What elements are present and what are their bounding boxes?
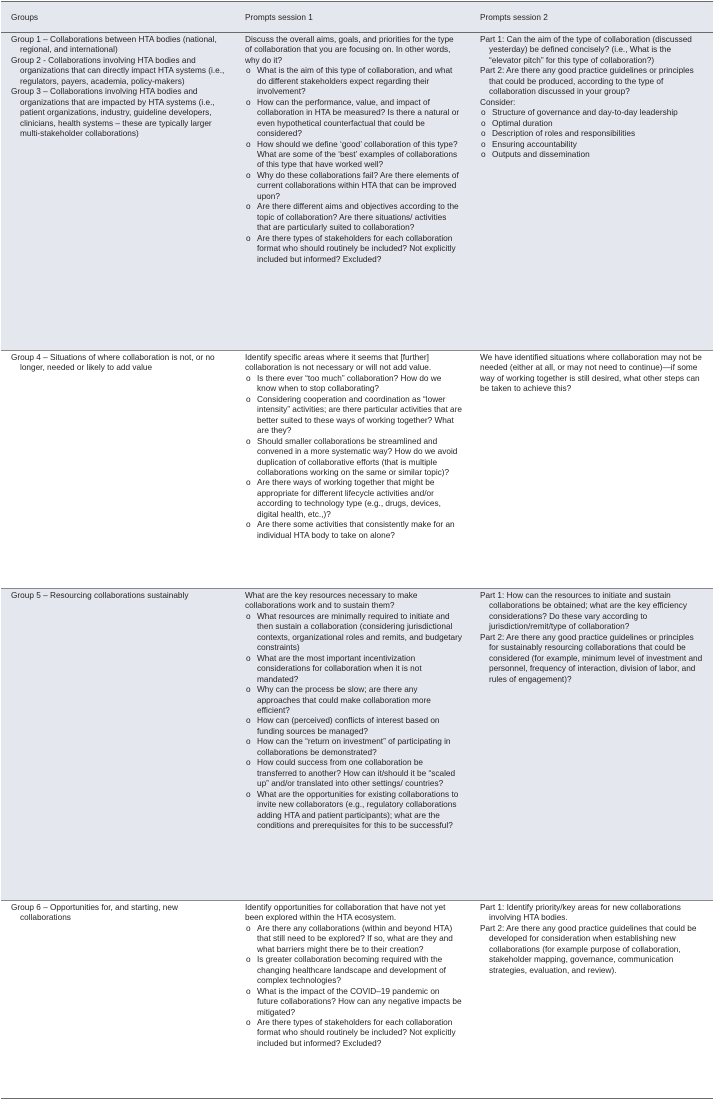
session-1-intro: Identify specific areas where it seems that [further] collaboration is not necessary or will not add value. — [245, 353, 432, 373]
session-2-paragraph: Part 1: How can the resources to initiate and sustain collaborations be obtained; what are the key efficiency considerations? Do these vary according to jurisdiction/remit/type of collaboration? — [480, 591, 687, 632]
list-item — [245, 612, 462, 654]
groups-cell — [1, 33, 235, 351]
bullet-icon: o — [246, 373, 251, 383]
list-item-text: Are there any collaborations (within and beyond HTA) that still need to be explored? If so, what are they and what barriers might there be to their creation? — [257, 923, 453, 954]
bullet-icon: o — [246, 685, 251, 695]
bullet-icon: o — [246, 436, 251, 446]
groups-cell — [1, 589, 235, 901]
group-label: Group 6 – Opportunities for, and starting, new collaborations — [11, 903, 178, 923]
bullet-icon: o — [481, 108, 486, 118]
bullet-icon: o — [246, 955, 251, 965]
list-item — [480, 119, 705, 129]
list-item — [245, 685, 462, 716]
list-item — [245, 171, 462, 202]
group-label: Group 2 - Collaborations involving HTA bodies and organizations that can directly impact HTA systems (i.e., regulators, payers, academia, policy-makers) — [11, 55, 225, 86]
list-item-text: Are there types of stakeholders for each collaboration format who should routinely be included? Not explicitly included but informed? Excluded? — [257, 1017, 456, 1048]
list-item — [245, 374, 462, 395]
list-item-text: How could success from one collaboration be transferred to another? How can it/should it be “scaled up” and/or translated into other settings/ countries? — [257, 758, 456, 789]
list-item-text: What is the impact of the COVID–19 pandemic on future collaborations? How can any negative impacts be mitigated? — [257, 986, 462, 1017]
list-item-text: What are the opportunities for existing collaborations to invite new collaborators (e.g., regulatory collaborations adding HTA and patient participants); what are the conditions and prerequisites for this to be successful? — [257, 789, 459, 830]
session-1-bullet-list — [245, 924, 462, 1049]
list-item — [245, 98, 462, 140]
list-item — [245, 737, 462, 758]
list-item-text: How should we define ‘good’ collaboration of this type? What are some of the ‘best’ examples of collaborations of this type that have worked well? — [257, 139, 458, 170]
bullet-icon: o — [246, 394, 251, 404]
list-item-text: Are there ways of working together that might be appropriate for different lifecycle activities and/or according to technology type (e.g., drugs, devices, digital health, etc.,)? — [257, 478, 441, 519]
list-item — [245, 66, 462, 97]
session-2-paragraph: Part 1: Can the aim of the type of collaboration (discussed yesterday) be defined concisely? (i.e., What is the “elevator pitch” for this type of collaboration?) — [480, 35, 692, 65]
session-1-bullet-list — [245, 374, 462, 541]
header-prompts-session-2: Prompts session 2 — [470, 2, 713, 33]
list-item — [245, 202, 462, 233]
group-label: Group 5 – Resourcing collaborations sustainably — [11, 591, 189, 600]
list-item-text: Are there different aims and objectives according to the topic of collaboration? Are there situations/ activities that are particularly suited to collaboration? — [257, 202, 459, 233]
list-item-text: Are there types of stakeholders for each collaboration format who should routinely be included? Not explicitly included but informed? Excluded? — [257, 233, 456, 264]
session-2-cell — [470, 901, 713, 1099]
bullet-icon: o — [246, 737, 251, 747]
list-item-text: Is greater collaboration becoming required with the changing healthcare landscape and development of complex technologies? — [257, 955, 446, 986]
session-2-paragraph: Part 1: Identify priority/key areas for new collaborations involving HTA bodies. — [480, 903, 681, 923]
list-item-text: Structure of governance and day-to-day leadership — [492, 108, 678, 118]
list-item-text: What resources are minimally required to initiate and then sustain a collaboration (considering jurisdictional contexts, organizational roles and remits, and budgetary constraints) — [257, 611, 462, 653]
session-1-cell — [235, 589, 470, 901]
bullet-icon: o — [246, 139, 251, 149]
table-row — [1, 33, 713, 351]
prompts-table — [1, 1, 713, 1099]
list-item-text: Are there some activities that consistently make for an individual HTA body to take on alone? — [257, 520, 455, 540]
list-item — [245, 234, 462, 265]
list-item — [480, 140, 705, 150]
table-row — [1, 901, 713, 1099]
session-2-paragraph: Part 2: Are there any good practice guidelines or principles for sustainably resourcing collaborations that could be considered (for example, minimum level of investment and personnel, frequency of interaction, division of labor, and rules of engagement)? — [480, 632, 703, 684]
bullet-icon: o — [246, 233, 251, 243]
list-item-text: Optimal duration — [492, 118, 553, 128]
bullet-icon: o — [246, 66, 251, 76]
list-item — [480, 129, 705, 139]
session-1-bullet-list — [245, 612, 462, 832]
session-2-paragraph: We have identified situations where collaboration may not be needed (either at all, or may not need to continue)—if some way of working together is still desired, what other steps can be taken to achieve this? — [480, 353, 702, 394]
list-item — [245, 758, 462, 789]
list-item-text: Why can the process be slow; are there any approaches that could make collaboration more efficient? — [257, 685, 431, 715]
session-1-cell — [235, 901, 470, 1099]
session-2-paragraph: Part 2: Are there any good practice guidelines that could be developed for consideration when establishing new collaborations (for example purpose of collaboration, stakeholder mapping, governance, communication strategies, evaluation, and review). — [480, 923, 697, 975]
session-2-paragraph: Consider: — [480, 97, 516, 107]
list-item — [480, 150, 705, 160]
session-2-paragraph: Part 2: Are there any good practice guidelines or principles that could be produced, according to the type of collaboration discussed in your group? — [480, 66, 694, 97]
group-label: Group 4 – Situations of where collaboration is not, or no longer, needed or likely to add value — [11, 353, 215, 373]
session-2-cell — [470, 33, 713, 351]
bullet-icon: o — [246, 611, 251, 621]
bullet-icon: o — [481, 129, 486, 139]
list-item-text: Why do these collaborations fail? Are there elements of current collaborations within HTA that can be improved upon? — [257, 170, 459, 201]
bullet-icon: o — [246, 478, 251, 488]
bullet-icon: o — [246, 170, 251, 180]
table-row — [1, 351, 713, 589]
list-item — [245, 987, 462, 1018]
session-2-bullet-list — [480, 108, 705, 160]
list-item — [245, 140, 462, 171]
session-1-cell — [235, 33, 470, 351]
list-item-text: How can the performance, value, and impact of collaboration in HTA be measured? Is there a natural or even hypothetical counterfactual that could be considered? — [257, 97, 460, 139]
groups-cell — [1, 351, 235, 589]
list-item-text: What is the aim of this type of collaboration, and what do different stakeholders expect regarding their involvement? — [257, 66, 453, 97]
list-item-text: How can the “return on investment” of participating in collaborations be demonstrated? — [257, 737, 451, 757]
bullet-icon: o — [246, 653, 251, 663]
list-item — [245, 955, 462, 986]
header-row — [1, 2, 713, 33]
list-item — [245, 437, 462, 479]
list-item — [480, 108, 705, 118]
list-item — [245, 520, 462, 541]
session-1-intro: Identify opportunities for collaboration that have not yet been explored within the HTA ecosystem. — [245, 903, 446, 923]
list-item-text: Should smaller collaborations be streamlined and convened in a more systematic way? How do we avoid duplication of collaborative efforts (that is multiple collaborations working on the same or similar topic)? — [257, 436, 458, 477]
group-label: Group 3 – Collaborations involving HTA bodies and organizations that are impacted by HTA systems (i.e., patient organizations, industry, guideline developers, clinicians, health systems – these are typically larger multi-stakeholder collaborations) — [11, 87, 215, 139]
group-label: Group 1 – Collaborations between HTA bodies (national, regional, and international) — [11, 35, 217, 55]
list-item — [245, 478, 462, 520]
list-item — [245, 716, 462, 737]
session-2-cell — [470, 351, 713, 589]
bullet-icon: o — [246, 758, 251, 768]
bullet-icon: o — [481, 149, 486, 159]
bullet-icon: o — [246, 789, 251, 799]
bullet-icon: o — [481, 139, 486, 149]
bullet-icon: o — [246, 986, 251, 996]
list-item — [245, 395, 462, 437]
table-row — [1, 589, 713, 901]
list-item-text: Considering cooperation and coordination as “lower intensity” activities; are there particular activities that are better suited to these ways of working together? What are they? — [257, 394, 462, 436]
list-item-text: How can (perceived) conflicts of interest based on funding sources be managed? — [257, 716, 440, 736]
session-1-intro: What are the key resources necessary to make collaborations work and to sustain them? — [245, 591, 418, 611]
session-1-intro: Discuss the overall aims, goals, and priorities for the type of collaboration that you are focusing on. In other words, why do it? — [245, 35, 454, 65]
bullet-icon: o — [246, 1017, 251, 1027]
session-1-bullet-list — [245, 66, 462, 265]
list-item — [245, 1018, 462, 1049]
list-item — [245, 790, 462, 832]
bullet-icon: o — [246, 520, 251, 530]
groups-cell — [1, 901, 235, 1099]
header-groups: Groups — [1, 2, 235, 33]
bullet-icon: o — [246, 923, 251, 933]
list-item-text: Ensuring accountability — [492, 139, 577, 149]
bullet-icon: o — [246, 202, 251, 212]
list-item-text: Description of roles and responsibilities — [492, 129, 636, 139]
bullet-icon: o — [481, 118, 486, 128]
header-prompts-session-1: Prompts session 1 — [235, 2, 470, 33]
bullet-icon: o — [246, 97, 251, 107]
bullet-icon: o — [246, 716, 251, 726]
list-item — [245, 924, 462, 955]
session-1-cell — [235, 351, 470, 589]
list-item-text: Is there ever “too much” collaboration? How do we know when to stop collaborating? — [257, 373, 442, 394]
list-item-text: Outputs and dissemination — [492, 149, 590, 159]
session-2-cell — [470, 589, 713, 901]
list-item-text: What are the most important incentivization considerations for collaboration when it is not mandated? — [257, 653, 422, 684]
list-item — [245, 654, 462, 685]
